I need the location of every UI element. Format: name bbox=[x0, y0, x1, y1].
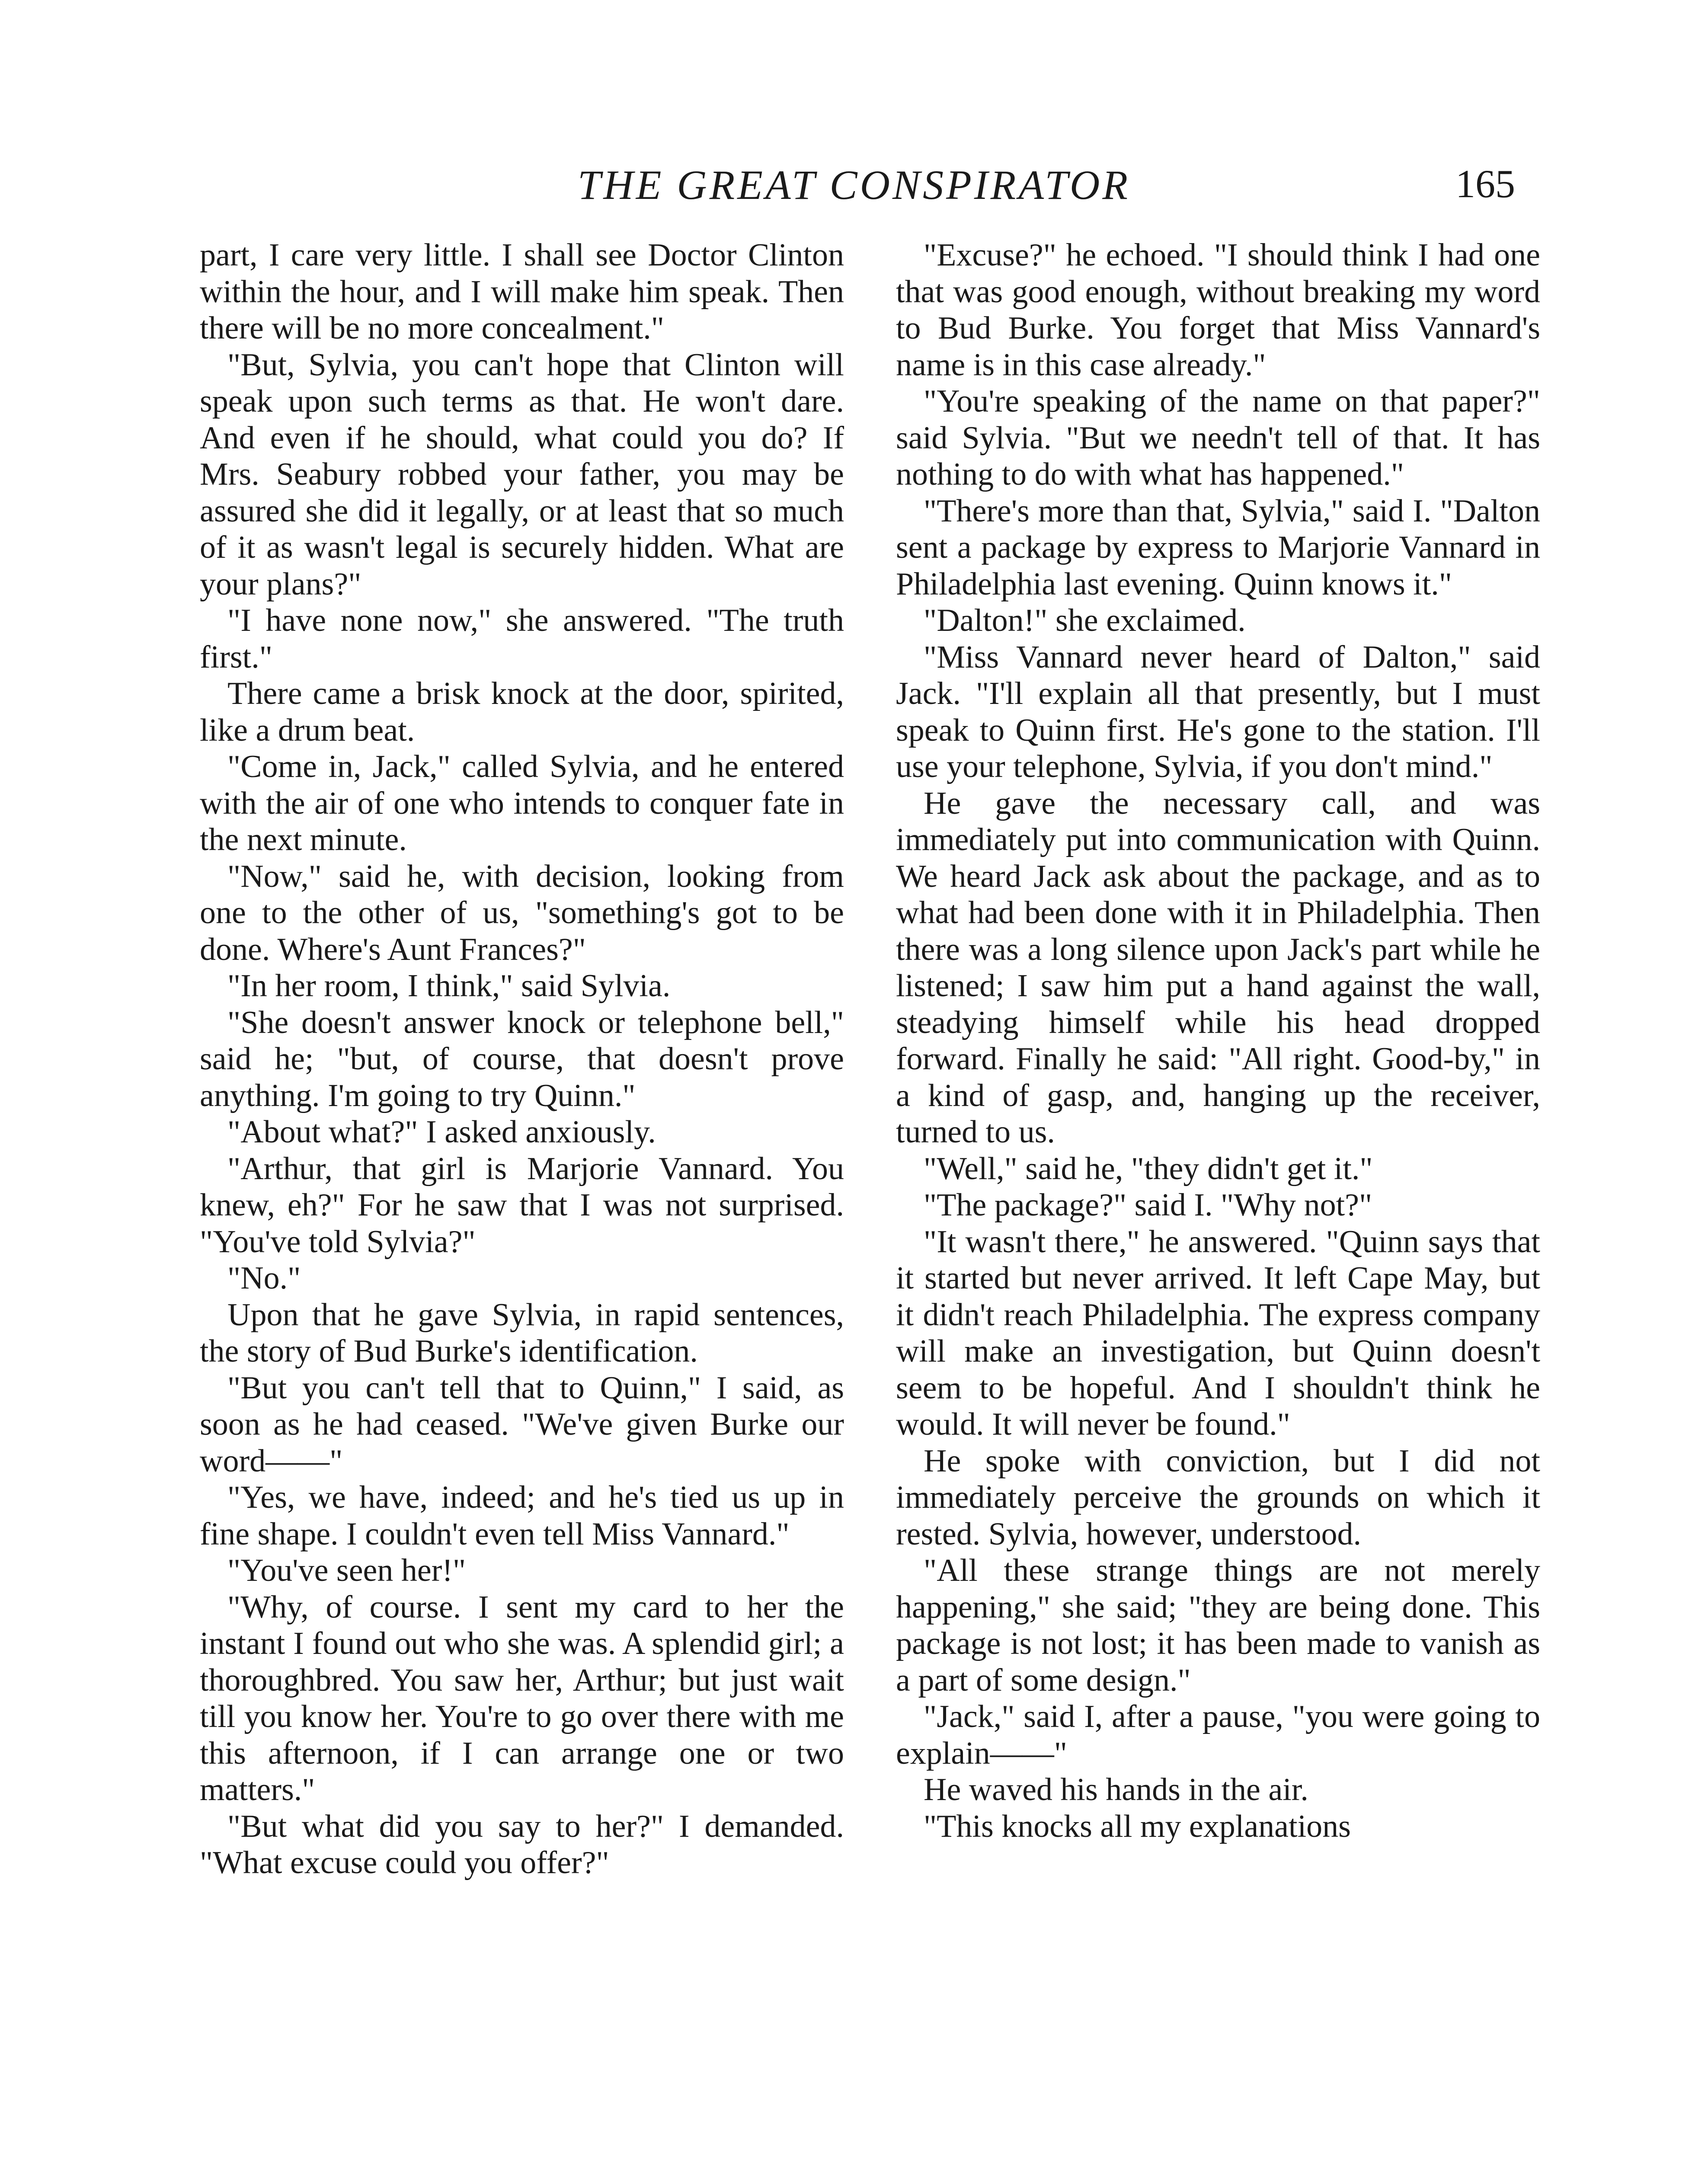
paragraph: "She doesn't answer knock or telephone bell," said he; "but, of course, that doesn't prove anything. I'm going to try Quinn." bbox=[200, 1004, 844, 1113]
running-title: THE GREAT CONSPIRATOR bbox=[577, 162, 1131, 208]
paragraph: "About what?" I asked anxiously. bbox=[227, 1114, 656, 1150]
paragraph: There came a brisk knock at the door, spirited, like a drum beat. bbox=[200, 676, 844, 748]
paragraph: "In her room, I think," said Sylvia. bbox=[227, 968, 671, 1004]
paragraph: "But you can't tell that to Quinn," I said, as soon as he had ceased. "We've given Burke our word——" bbox=[200, 1370, 844, 1479]
paragraph: He waved his hands in the air. bbox=[924, 1772, 1308, 1807]
paragraph: "Well," said he, "they didn't get it." bbox=[924, 1151, 1373, 1187]
paragraph: "Dalton!" she exclaimed. bbox=[924, 603, 1246, 638]
paragraph: "But, Sylvia, you can't hope that Clinton will speak upon such terms as that. He won't dare. And even if he should, what could you do? If Mrs. Seabury robbed your father, you may be assured she did it legally, or at least that so much of it as wasn't legal is securely hidden. What are your plans?" bbox=[200, 347, 844, 602]
paragraph: "You're speaking of the name on that paper?" said Sylvia. "But we needn't tell of that. It has nothing to do with what has happened." bbox=[896, 384, 1540, 492]
paragraph: "No." bbox=[227, 1260, 301, 1296]
paragraph: "Arthur, that girl is Marjorie Vannard. You knew, eh?" For he saw that I was not surprised. "You've told Sylvia?" bbox=[200, 1151, 844, 1260]
paragraph: "Now," said he, with decision, looking from one to the other of us, "something's got to be done. Where's Aunt Frances?" bbox=[200, 858, 844, 967]
paragraph: "Why, of course. I sent my card to her the instant I found out who she was. A splendid girl; a thoroughbred. You saw her, Arthur; but just wait till you know her. You're to go over there with me this afternoon, if I can arrange one or two matters." bbox=[200, 1589, 844, 1807]
paragraph: "Jack," said I, after a pause, "you were going to explain——" bbox=[896, 1699, 1540, 1771]
paragraph: "Miss Vannard never heard of Dalton," said Jack. "I'll explain all that presently, but I must speak to Quinn first. He's gone to the station. I'll use your telephone, Sylvia, if you don't mind." bbox=[896, 639, 1540, 784]
paragraph: "It wasn't there," he answered. "Quinn says that it started but never arrived. It left Cape May, but it didn't reach Philadelphia. The express company will make an investigation, but Quinn doesn't seem to be hopeful. And I shouldn't think he would. It will never be found." bbox=[896, 1224, 1540, 1442]
paragraph: "I have none now," she answered. "The truth first." bbox=[200, 603, 844, 675]
paragraph: "You've seen her!" bbox=[227, 1553, 466, 1588]
paragraph: "There's more than that, Sylvia," said I. "Dalton sent a package by express to Marjorie Vannard in Philadelphia last evening. Quinn knows it." bbox=[896, 493, 1540, 602]
page-header bbox=[0, 161, 1708, 213]
left-column bbox=[200, 237, 844, 1881]
page-number: 165 bbox=[1455, 162, 1515, 206]
paragraph: He gave the necessary call, and was immediately put into communication with Quinn. We heard Jack ask about the package, and as to what had been done with it in Philadelphia. Then there was a long silence upon Jack's part while he listened; I saw him put a hand against the wall, steadying himself while his head dropped forward. Finally he said: "All right. Good-by," in a kind of gasp, and, hanging up the receiver, turned to us. bbox=[896, 785, 1540, 1150]
paragraph: "Excuse?" he echoed. "I should think I had one that was good enough, without breaking my word to Bud Burke. You forget that Miss Vannard's name is in this case already." bbox=[896, 237, 1540, 383]
paragraph: "All these strange things are not merely happening," she said; "they are being done. This package is not lost; it has been made to vanish as a part of some design." bbox=[896, 1553, 1540, 1698]
paragraph: "Yes, we have, indeed; and he's tied us up in fine shape. I couldn't even tell Miss Vannard." bbox=[200, 1480, 844, 1552]
paragraph: "This knocks all my explanations bbox=[924, 1808, 1351, 1844]
paragraph: part, I care very little. I shall see Doctor Clinton within the hour, and I will make him speak. Then there will be no more concealment." bbox=[200, 237, 844, 346]
right-column bbox=[896, 237, 1540, 1845]
paragraph: Upon that he gave Sylvia, in rapid sentences, the story of Bud Burke's identification. bbox=[200, 1297, 844, 1369]
paragraph: "But what did you say to her?" I demanded. "What excuse could you offer?" bbox=[200, 1808, 844, 1881]
paragraph: "The package?" said I. "Why not?" bbox=[924, 1187, 1372, 1223]
paragraph: "Come in, Jack," called Sylvia, and he entered with the air of one who intends to conquer fate in the next minute. bbox=[200, 749, 844, 857]
paragraph: He spoke with conviction, but I did not immediately perceive the grounds on which it rested. Sylvia, however, understood. bbox=[896, 1443, 1540, 1552]
